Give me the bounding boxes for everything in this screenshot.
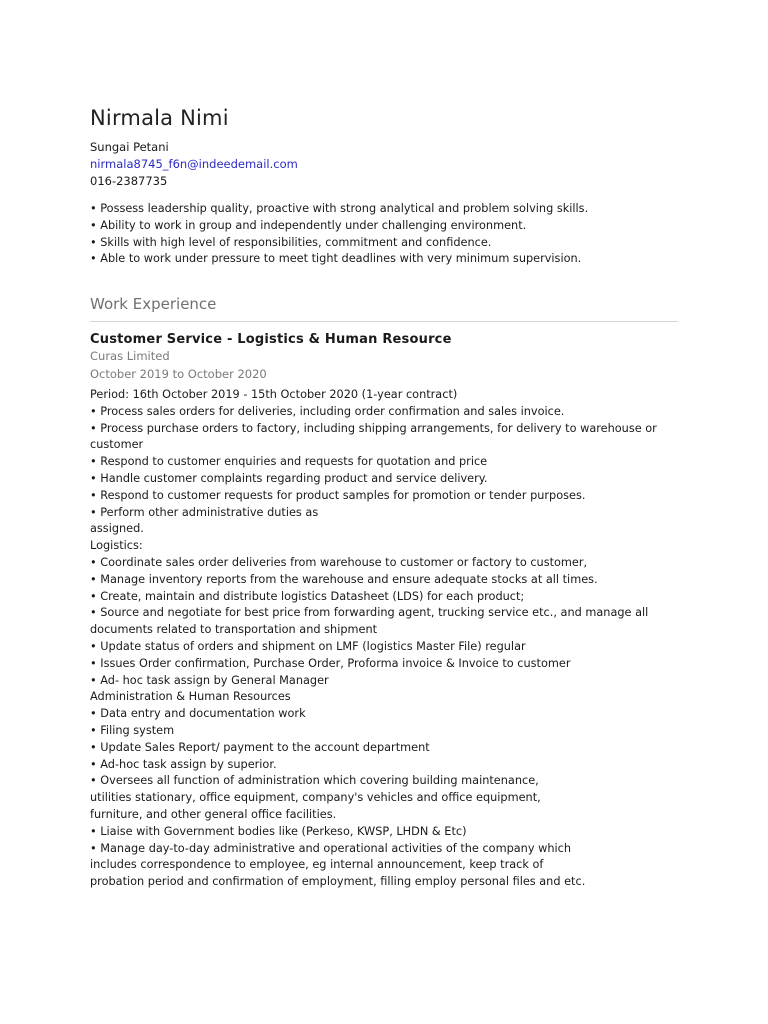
description-line: • Issues Order confirmation, Purchase Order, Proforma invoice & Invoice to customer xyxy=(90,656,571,670)
description-line: customer xyxy=(90,438,144,452)
description-line: • Filing system xyxy=(90,723,175,737)
summary-list xyxy=(90,201,588,268)
summary-item: • Ability to work in group and independently under challenging environment. xyxy=(90,218,527,232)
description-line: utilities stationary, office equipment, company's vehicles and office equipment, xyxy=(90,791,541,805)
section-title-work-experience: Work Experience xyxy=(90,295,217,313)
description-line: • Source and negotiate for best price from forwarding agent, trucking service etc., and manage all xyxy=(90,606,649,620)
description-line: • Respond to customer enquiries and requests for quotation and price xyxy=(90,455,488,469)
location-text: Sungai Petani xyxy=(90,140,169,154)
phone-text: 016-2387735 xyxy=(90,174,168,188)
summary-item: • Possess leadership quality, proactive with strong analytical and problem solving skills. xyxy=(90,202,589,215)
summary-item: • Skills with high level of responsibilities, commitment and confidence. xyxy=(90,235,492,249)
contact-block xyxy=(90,139,298,190)
description-line: Administration & Human Resources xyxy=(90,690,291,704)
description-line: • Manage day-to-day administrative and operational activities of the company which xyxy=(90,841,572,855)
description-line: • Ad-hoc task assign by superior. xyxy=(90,757,277,771)
description-line: • Liaise with Government bodies like (Perkeso, KWSP, LHDN & Etc) xyxy=(90,824,467,838)
job-description xyxy=(90,387,675,891)
description-line: • Coordinate sales order deliveries from warehouse to customer or factory to customer, xyxy=(90,555,588,569)
description-line: • Process sales orders for deliveries, including order confirmation and sales invoice. xyxy=(90,404,565,418)
job-dates: October 2019 to October 2020 xyxy=(90,367,267,381)
section-divider xyxy=(90,321,678,322)
description-line: • Ad- hoc task assign by General Manager xyxy=(90,673,329,687)
job-title: Customer Service - Logistics & Human Resource xyxy=(90,332,452,347)
description-line: probation period and confirmation of employment, filling employ personal files and etc. xyxy=(90,875,586,889)
description-line: Period: 16th October 2019 - 15th October 2020 (1-year contract) xyxy=(90,388,458,401)
description-line: • Respond to customer requests for product samples for promotion or tender purposes. xyxy=(90,488,586,502)
description-line: • Manage inventory reports from the warehouse and ensure adequate stocks at all times. xyxy=(90,572,598,586)
description-line: Logistics: xyxy=(90,539,143,553)
summary-item: • Able to work under pressure to meet tight deadlines with very minimum supervision. xyxy=(90,252,582,266)
description-line: • Handle customer complaints regarding product and service delivery. xyxy=(90,471,488,485)
description-line: documents related to transportation and shipment xyxy=(90,623,378,637)
description-line: • Create, maintain and distribute logistics Datasheet (LDS) for each product; xyxy=(90,589,525,603)
candidate-name: Nirmala Nimi xyxy=(90,106,229,130)
company-name: Curas Limited xyxy=(90,349,170,363)
description-line: • Process purchase orders to factory, including shipping arrangements, for delivery to warehouse or xyxy=(90,421,657,435)
description-line: • Oversees all function of administration which covering building maintenance, xyxy=(90,774,539,788)
description-line: • Update Sales Report/ payment to the account department xyxy=(90,740,430,754)
email-link[interactable]: nirmala8745_f6n@indeedemail.com xyxy=(90,157,298,171)
description-line: furniture, and other general office facilities. xyxy=(90,807,337,821)
description-line: assigned. xyxy=(90,522,144,536)
description-line: • Update status of orders and shipment on LMF (logistics Master File) regular xyxy=(90,639,526,653)
description-line: • Data entry and documentation work xyxy=(90,707,306,721)
description-line: • Perform other administrative duties as xyxy=(90,505,319,519)
description-line: includes correspondence to employee, eg internal announcement, keep track of xyxy=(90,858,544,872)
